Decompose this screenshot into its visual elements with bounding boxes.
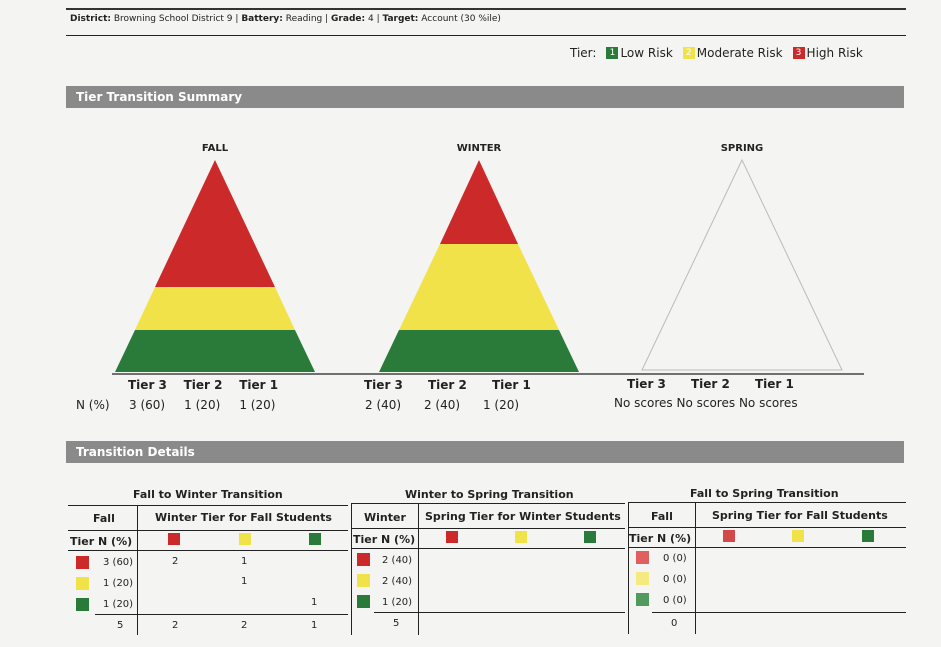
table1-col-green: [309, 533, 321, 545]
table2-title: Winter to Spring Transition: [405, 488, 574, 501]
table1-total: 5: [117, 620, 124, 631]
table2-col-green: [584, 531, 596, 543]
table2-total: 5: [393, 618, 400, 629]
table3-row-yellow: [636, 572, 649, 585]
table1-cell: 1: [241, 556, 248, 567]
spring-pyramid: [642, 160, 842, 370]
table1-col-yellow: [239, 533, 251, 545]
season-spring: SPRING: [720, 143, 764, 154]
table1-row1-n: 3 (60): [103, 557, 134, 568]
table3-col-red: [723, 530, 735, 542]
table2-row1-n: 2 (40): [382, 555, 413, 566]
legend-label: Tier:: [570, 46, 597, 60]
table3-col-yellow: [792, 530, 804, 542]
table1-row-yellow: [76, 577, 89, 590]
table3-from-label: Fall: [651, 510, 673, 523]
season-winter: WINTER: [456, 143, 502, 154]
moderate-risk-swatch: 2: [683, 47, 695, 59]
table2-row-yellow: [357, 574, 370, 587]
table1-row3-n: 1 (20): [103, 599, 134, 610]
winter-pyramid: [379, 160, 579, 372]
legend-high-risk: High Risk: [806, 46, 863, 60]
high-risk-swatch: 3: [793, 47, 805, 59]
spring-values: No scores No scores No scores: [614, 396, 798, 410]
table1-col-total: 2: [172, 620, 179, 631]
table3-row-green: [636, 593, 649, 606]
table2-tier-label: Tier N (%): [353, 533, 416, 546]
table2-row3-n: 1 (20): [382, 597, 413, 608]
legend-moderate-risk: Moderate Risk: [696, 46, 783, 60]
table1-to-label: Winter Tier for Fall Students: [155, 511, 332, 524]
spring-tier-labels: Tier 3 Tier 2 Tier 1: [627, 377, 794, 391]
table1-row-green: [76, 598, 89, 611]
table3-total: 0: [671, 618, 678, 629]
table1-row2-n: 1 (20): [103, 578, 134, 589]
table2-col-red: [446, 531, 458, 543]
table2-from-label: Winter: [364, 511, 406, 524]
table3-col-green: [862, 530, 874, 542]
fall-tier-labels: Tier 3 Tier 2 Tier 1: [128, 378, 279, 392]
report-header: District: Browning School District 9 | Battery: Reading | Grade: 4 | Target: Account (30 %ile): [70, 14, 501, 24]
table1-col-total: 1: [311, 620, 318, 631]
winter-tier-labels: Tier 3 Tier 2 Tier 1: [364, 378, 531, 392]
table1-from-label: Fall: [93, 512, 115, 525]
table1-col-red: [168, 533, 180, 545]
table2-row2-n: 2 (40): [382, 576, 413, 587]
winter-values: 2 (40) 2 (40) 1 (20): [365, 398, 520, 412]
details-section-title: Transition Details: [66, 441, 904, 463]
table1-cell: 2: [172, 556, 179, 567]
table1-cell: 1: [311, 597, 318, 608]
table3-tier-label: Tier N (%): [629, 532, 692, 545]
table1-tier-label: Tier N (%): [70, 535, 133, 548]
table1-title: Fall to Winter Transition: [133, 488, 283, 501]
table3-row3-n: 0 (0): [663, 595, 687, 606]
table1-col-total: 2: [241, 620, 248, 631]
legend-low-risk: Low Risk: [620, 46, 673, 60]
fall-values: 3 (60) 1 (20) 1 (20): [129, 398, 276, 412]
table3-row-red: [636, 551, 649, 564]
table1-row-red: [76, 556, 89, 569]
table3-to-label: Spring Tier for Fall Students: [712, 509, 888, 522]
table2-col-yellow: [515, 531, 527, 543]
n-percent-label: N (%): [76, 398, 110, 412]
season-fall: FALL: [201, 143, 229, 154]
table3-row1-n: 0 (0): [663, 553, 687, 564]
low-risk-swatch: 1: [606, 47, 618, 59]
fall-pyramid: [115, 160, 315, 372]
table3-title: Fall to Spring Transition: [690, 487, 839, 500]
summary-section-title: Tier Transition Summary: [66, 86, 904, 108]
table1-cell: 1: [241, 576, 248, 587]
table2-row-red: [357, 553, 370, 566]
table3-row2-n: 0 (0): [663, 574, 687, 585]
table2-row-green: [357, 595, 370, 608]
table2-to-label: Spring Tier for Winter Students: [425, 510, 621, 523]
